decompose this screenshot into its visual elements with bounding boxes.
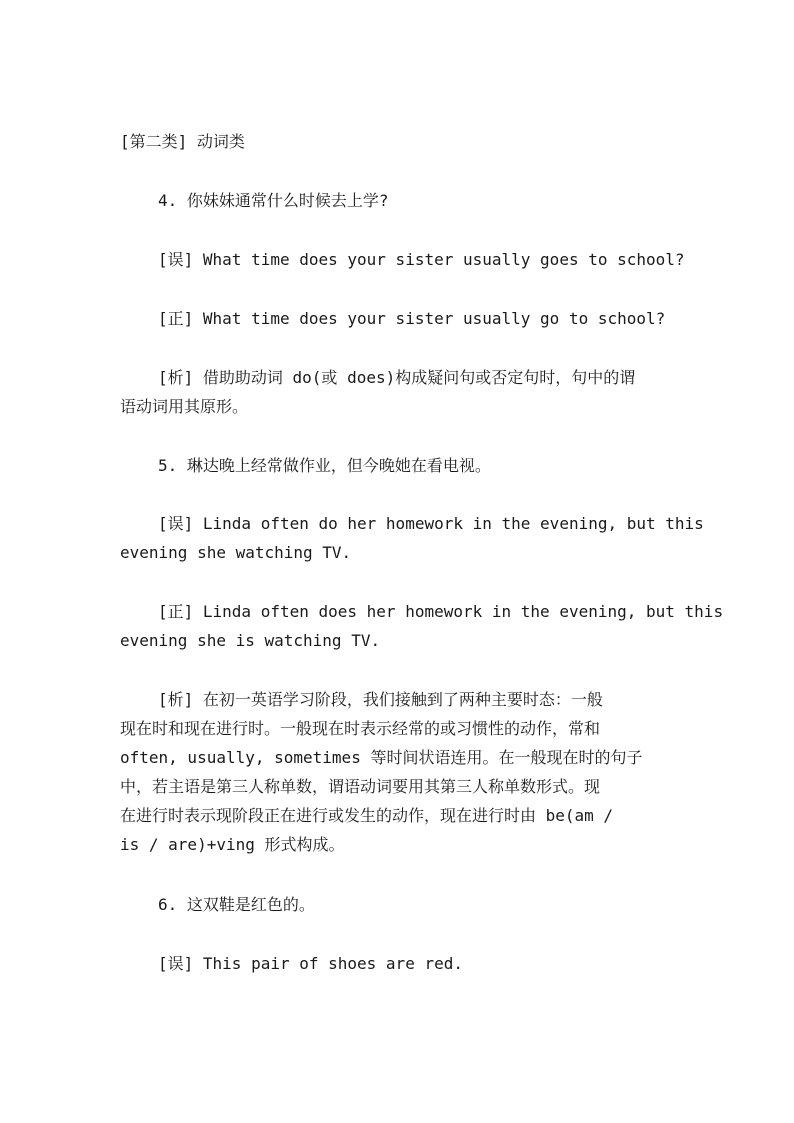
question-4: 4. 你妹妹通常什么时候去上学? [158,191,389,210]
wrong-answer-6: [误] This pair of shoes are red. [158,954,463,973]
analysis-5-line-4: 中，若主语是第三人称单数，谓语动词要用其第三人称单数形式。现 [120,777,601,796]
analysis-5-line-6: is / are)+ving 形式构成。 [120,835,345,854]
correct-answer-5-line-2: evening she is watching TV. [120,631,381,650]
analysis-5-line-2: 现在时和现在进行时。一般现在时表示经常的或习惯性的动作，常和 [120,719,601,738]
wrong-answer-5-line-1: [误] Linda often do her homework in the evening, but this [158,514,704,533]
wrong-answer-5-line-2: evening she watching TV. [120,543,352,562]
correct-answer-5-line-1: [正] Linda often does her homework in the evening, but this [158,602,724,621]
question-5: 5. 琳达晚上经常做作业，但今晚她在看电视。 [158,456,491,475]
analysis-4-line-1: [析] 借助助动词 do(或 does)构成疑问句或否定句时，句中的谓 [158,368,636,387]
question-6: 6. 这双鞋是红色的。 [158,895,315,914]
analysis-5-line-3: often, usually, sometimes 等时间状语连用。在一般现在时的句子 [120,748,643,767]
correct-answer-4: [正] What time does your sister usually go to school? [158,309,666,328]
section-heading: [第二类] 动词类 [120,132,245,151]
analysis-5-line-1: [析] 在初一英语学习阶段，我们接触到了两种主要时态：一般 [158,690,603,709]
wrong-answer-4: [误] What time does your sister usually goes to school? [158,250,685,269]
analysis-5-line-5: 在进行时表示现阶段正在进行或发生的动作，现在进行时由 be(am / [120,806,614,825]
analysis-4-line-2: 语动词用其原形。 [120,397,249,416]
